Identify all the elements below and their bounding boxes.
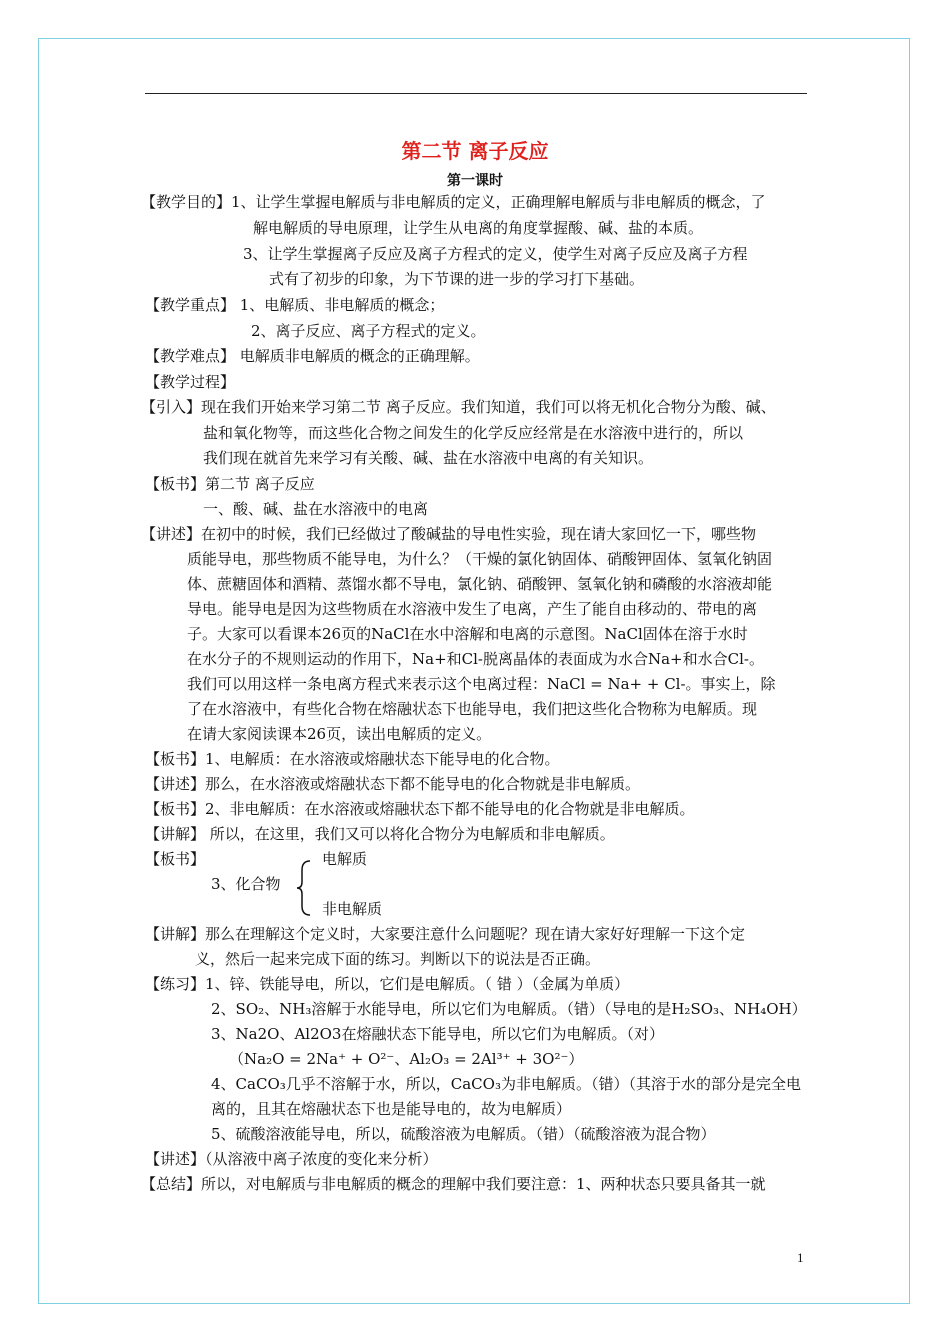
text-line: 一、酸、碱、盐在水溶液中的电离 (203, 500, 429, 518)
text-line: 盐和氧化物等，而这些化合物之间发生的化学反应经常是在水溶液中进行的，所以 (203, 424, 744, 442)
text-line: 【板书】第二节 离子反应 (145, 475, 315, 493)
text-line: 【讲解】那么在理解这个定义时，大家要注意什么问题呢？现在请大家好好理解一下这个定 (145, 925, 746, 943)
text-line: 义，然后一起来完成下面的练习。判断以下的说法是否正确。 (195, 950, 601, 968)
text-line: 【板书】1、电解质：在水溶液或熔融状态下能导电的化合物。 (145, 750, 560, 768)
text-line: 在水分子的不规则运动的作用下，Na+和Cl-脱离晶体的表面成为水合Na+和水合Cl-。 (187, 650, 764, 668)
text-line: 离的，且其在熔融状态下也是能导电的，故为电解质） (211, 1100, 572, 1118)
text-line: 质能导电，那些物质不能导电，为什么？（干燥的氯化钠固体、硝酸钾固体、氢氧化钠固 (187, 550, 773, 568)
header-rule (145, 93, 807, 94)
lesson-subtitle: 第一课时 (447, 173, 503, 189)
branch-nonelectrolyte: 非电解质 (322, 900, 383, 918)
text-line: 【板书】2、非电解质：在水溶液或熔融状态下都不能导电的化合物就是非电解质。 (145, 800, 695, 818)
text-line: 【讲述】在初中的时候，我们已经做过了酸碱盐的导电性实验，现在请大家回忆一下，哪些物 (141, 525, 757, 543)
text-line: 3、让学生掌握离子反应及离子方程式的定义，使学生对离子反应及离子方程 (243, 245, 748, 263)
page-number: 1 (797, 1250, 804, 1265)
text-line: 我们可以用这样一条电离方程式来表示这个电离过程：NaCl = Na+ + Cl-。事实上，除 (187, 675, 776, 693)
text-line: 【总结】所以，对电解质与非电解质的概念的理解中我们要注意：1、两种状态只要具备其一就 (141, 1175, 766, 1193)
text-line: 体、蔗糖固体和酒精、蒸馏水都不导电，氯化钠、硝酸钾、氢氧化钠和磷酸的水溶液却能 (187, 575, 773, 593)
text-line: 解电解质的导电原理，让学生从电离的角度掌握酸、碱、盐的本质。 (253, 219, 704, 237)
text-line: 【教学难点】 电解质非电解质的概念的正确理解。 (145, 347, 480, 365)
text-line: 了在水溶液中，有些化合物在熔融状态下也能导电，我们把这些化合物称为电解质。现 (187, 700, 758, 718)
text-line: 4、CaCO₃几乎不溶解于水，所以，CaCO₃为非电解质。（错）（其溶于水的部分是完全电 (211, 1075, 801, 1093)
text-line: 导电。能导电是因为这些物质在水溶液中发生了电离，产生了能自由移动的、带电的离 (187, 600, 758, 618)
text-line: 在请大家阅读课本26页，读出电解质的定义。 (187, 725, 492, 743)
text-line: （Na₂O = 2Na⁺ + O²⁻、Al₂O₃ = 2Al³⁺ + 3O²⁻） (229, 1050, 584, 1068)
text-line: 【讲解】 所以，在这里，我们又可以将化合物分为电解质和非电解质。 (145, 825, 615, 843)
text-line: 【教学过程】 (145, 373, 236, 391)
text-line: 【引入】现在我们开始来学习第二节 离子反应。我们知道，我们可以将无机化合物分为酸、碱、 (141, 398, 776, 416)
text-line: 【教学重点】 1、电解质、非电解质的概念； (145, 296, 445, 314)
text-line: 5、硫酸溶液能导电，所以，硫酸溶液为电解质。（错）（硫酸溶液为混合物） (211, 1125, 716, 1143)
brace-icon (296, 860, 312, 916)
text-line: 【练习】1、锌、铁能导电，所以，它们是电解质。（ 错 ）（金属为单质） (145, 975, 630, 993)
text-line: 【教学目的】1、让学生掌握电解质与非电解质的定义，正确理解电解质与非电解质的概念，了 (141, 193, 766, 211)
page-title: 第二节 离子反应 (401, 139, 549, 163)
compound-label: 3、化合物 (211, 875, 281, 893)
text-line: 子。大家可以看课本26页的NaCl在水中溶解和电离的示意图。NaCl固体在溶于水时 (187, 625, 748, 643)
text-line: 式有了初步的印象，为下节课的进一步的学习打下基础。 (269, 270, 645, 288)
text-line: 我们现在就首先来学习有关酸、碱、盐在水溶液中电离的有关知识。 (203, 449, 654, 467)
text-line: 2、离子反应、离子方程式的定义。 (251, 322, 486, 340)
text-line: 3、Na2O、Al2O3在熔融状态下能导电，所以它们为电解质。（对） (211, 1025, 664, 1043)
branch-electrolyte: 电解质 (322, 850, 368, 868)
text-line: 【板书】 (145, 850, 206, 868)
text-line: 【讲述】（从溶液中离子浓度的变化来分析） (145, 1150, 438, 1168)
text-line: 【讲述】那么，在水溶液或熔融状态下都不能导电的化合物就是非电解质。 (145, 775, 641, 793)
text-line: 2、SO₂、NH₃溶解于水能导电，所以它们为电解质。（错）（导电的是H₂SO₃、NH₄OH） (211, 1000, 807, 1018)
